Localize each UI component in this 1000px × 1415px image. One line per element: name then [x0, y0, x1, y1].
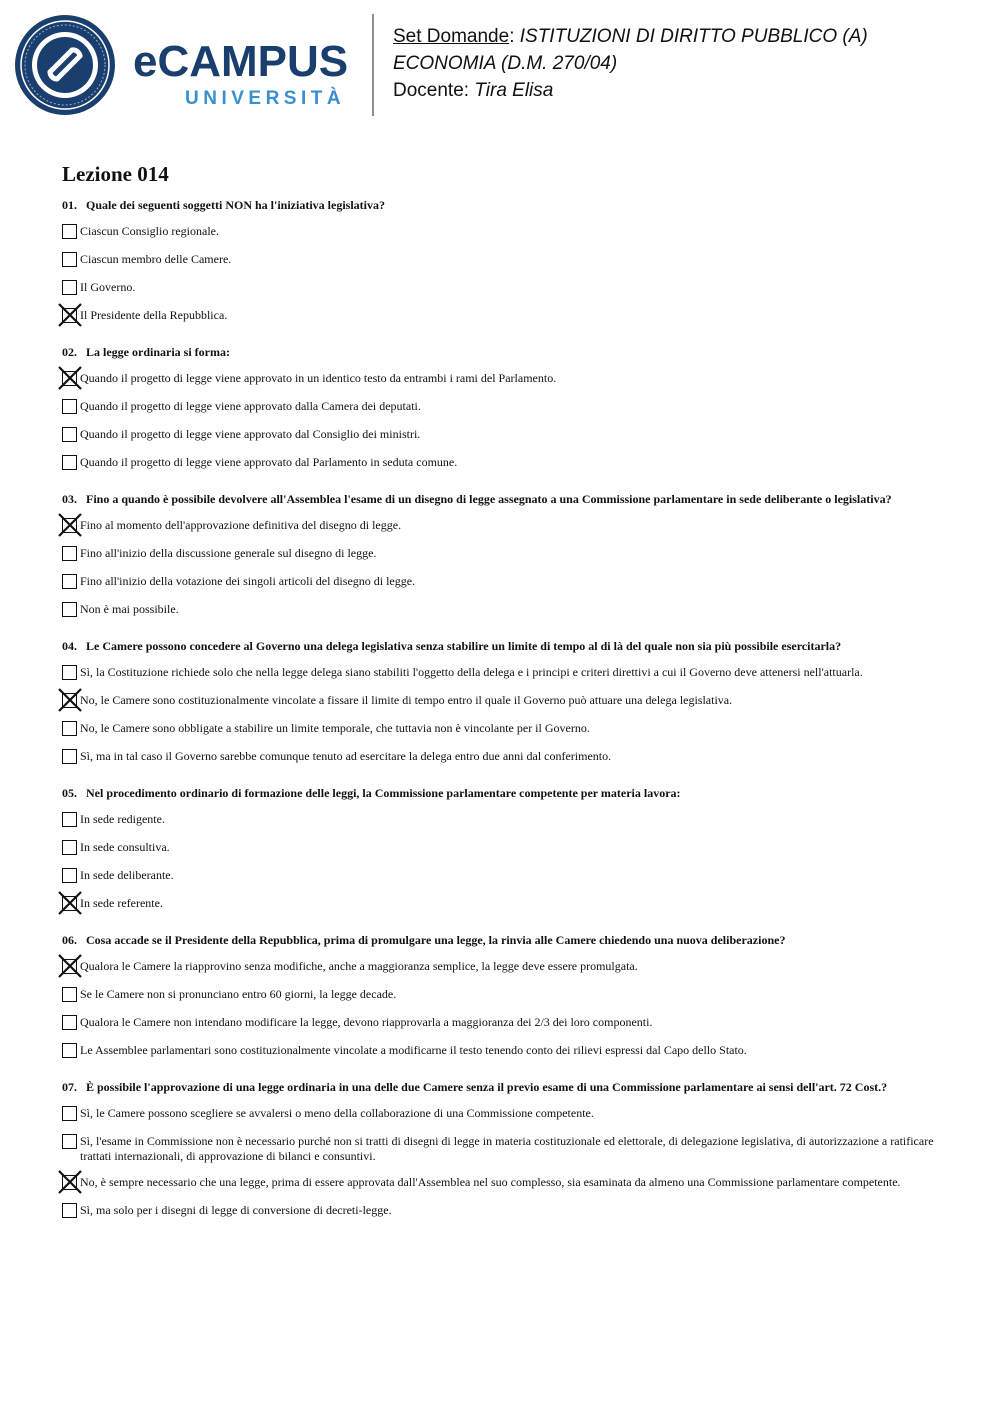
answer-option-text: Quando il progetto di legge viene approvato in un identico testo da entrambi i rami del Parlamento. [80, 371, 557, 385]
question-title [62, 345, 962, 360]
checkbox[interactable] [62, 868, 77, 883]
page-header [0, 0, 1000, 130]
checkbox[interactable] [62, 812, 77, 827]
teacher-value: Tira Elisa [474, 80, 554, 101]
checkbox[interactable] [62, 455, 77, 470]
question-block [62, 639, 962, 766]
cross-mark-icon [57, 687, 83, 713]
lesson-title: Lezione 014 [62, 162, 169, 186]
answer-option[interactable] [62, 665, 962, 682]
checkbox[interactable] [62, 840, 77, 855]
answer-option[interactable] [62, 399, 962, 416]
answer-option[interactable] [62, 812, 962, 829]
checkbox[interactable] [62, 1134, 77, 1149]
answer-option-text: In sede consultiva. [80, 840, 170, 854]
answer-option-text: Se le Camere non si pronunciano entro 60 giorni, la legge decade. [80, 987, 397, 1001]
question-text: È possibile l'approvazione di una legge ordinaria in una delle due Camere senza il previo esame di una Commissione parlamentare ai sensi dell'art. 72 Cost.? [86, 1080, 888, 1094]
question-number: 06. [62, 933, 77, 947]
header-divider [372, 14, 374, 116]
cross-mark-icon [57, 1169, 83, 1195]
answer-option[interactable] [62, 840, 962, 857]
answer-option[interactable] [62, 574, 962, 591]
answer-option[interactable] [62, 371, 962, 388]
answer-option-text: No, le Camere sono obbligate a stabilire un limite temporale, che tuttavia non è vincolante per il Governo. [80, 721, 590, 735]
answer-option-text: Quando il progetto di legge viene approvato dal Consiglio dei ministri. [80, 427, 421, 441]
question-text: Nel procedimento ordinario di formazione delle leggi, la Commissione parlamentare competente per materia lavora: [86, 786, 681, 800]
question-block [62, 1080, 962, 1220]
answer-option[interactable] [62, 1015, 962, 1032]
answer-option[interactable] [62, 749, 962, 766]
cross-mark-icon [57, 512, 83, 538]
answer-option[interactable] [62, 693, 962, 710]
set-value-line2: ECONOMIA (D.M. 270/04) [393, 53, 618, 74]
answer-option-text: No, è sempre necessario che una legge, prima di essere approvata dall'Assemblea nel suo complesso, sia esaminata da almeno una Commissione parlamentare competente. [80, 1175, 901, 1189]
question-number: 07. [62, 1080, 77, 1094]
answer-option[interactable] [62, 546, 962, 563]
teacher-label: Docente: [393, 80, 470, 101]
question-text: Quale dei seguenti soggetti NON ha l'iniziativa legislativa? [86, 198, 385, 212]
answer-option[interactable] [62, 602, 962, 619]
answer-option-text: In sede deliberante. [80, 868, 174, 882]
answer-option-text: Fino all'inizio della votazione dei singoli articoli del disegno di legge. [80, 574, 416, 588]
question-title [62, 198, 962, 213]
question-text: Le Camere possono concedere al Governo una delega legislativa senza stabilire un limite di tempo al di là del quale non sia più possibile esercitarla? [86, 639, 842, 653]
question-title [62, 933, 962, 948]
checkbox[interactable] [62, 602, 77, 617]
question-number: 05. [62, 786, 77, 800]
answer-option[interactable] [62, 280, 962, 297]
answer-option-text: Qualora le Camere la riapprovino senza modifiche, anche a maggioranza semplice, la legge deve essere promulgata. [80, 959, 638, 973]
cross-mark-icon [57, 365, 83, 391]
answer-option-text: Quando il progetto di legge viene approvato dalla Camera dei deputati. [80, 399, 421, 413]
answer-option-text: Le Assemblee parlamentari sono costituzionalmente vincolate a modificarne il testo tenendo conto dei rilievi espressi dal Capo dello Stato. [80, 1043, 747, 1057]
answer-option-text: Sì, l'esame in Commissione non è necessario purché non si tratti di disegni di legge in materia costituzionale ed elettorale, di delegazione legislativa, di autorizzazione a ratificare trattati internazionali, di approvazione di bilanci e consuntivi. [80, 1134, 934, 1163]
checkbox[interactable] [62, 1106, 77, 1121]
answer-option-text: Quando il progetto di legge viene approvato dal Parlamento in seduta comune. [80, 455, 458, 469]
question-block [62, 345, 962, 472]
answer-option-text: Ciascun Consiglio regionale. [80, 224, 219, 238]
checkbox[interactable] [62, 427, 77, 442]
question-text: La legge ordinaria si forma: [86, 345, 230, 359]
answer-option-text: Il Governo. [80, 280, 136, 294]
answer-option-text: Sì, la Costituzione richiede solo che nella legge delega siano stabiliti l'oggetto della delega e i principi e criteri direttivi a cui il Governo deve attenersi nell'attuarla. [80, 665, 863, 679]
answer-option-text: Sì, ma solo per i disegni di legge di conversione di decreti-legge. [80, 1203, 392, 1217]
answer-option-text: Qualora le Camere non intendano modificare la legge, devono riapprovarla a maggioranza dei 2/3 dei loro componenti. [80, 1015, 653, 1029]
question-text: Cosa accade se il Presidente della Repubblica, prima di promulgare una legge, la rinvia alle Camere chiedendo una nuova deliberazione? [86, 933, 786, 947]
universita-wordmark: UNIVERSITÀ [185, 88, 346, 109]
question-number: 01. [62, 198, 77, 212]
question-number: 02. [62, 345, 77, 359]
answer-option[interactable] [62, 224, 962, 241]
checkbox[interactable] [62, 546, 77, 561]
answer-option-text: Ciascun membro delle Camere. [80, 252, 232, 266]
checkbox[interactable] [62, 665, 77, 680]
cross-mark-icon [57, 953, 83, 979]
question-text: Fino a quando è possibile devolvere all'Assemblea l'esame di un disegno di legge assegnato a una Commissione parlamentare in sede deliberante o legislativa? [86, 492, 892, 506]
cross-mark-icon [57, 890, 83, 916]
question-number: 03. [62, 492, 77, 506]
checkbox[interactable] [62, 574, 77, 589]
question-set [62, 160, 962, 1240]
checkbox[interactable] [62, 1015, 77, 1030]
answer-option[interactable] [62, 455, 962, 472]
answer-option[interactable] [62, 1203, 962, 1220]
question-block [62, 933, 962, 1060]
ecampus-wordmark: eCAMPUS [133, 37, 349, 86]
teacher-line [393, 77, 993, 104]
answer-option[interactable] [62, 1106, 962, 1123]
question-block [62, 786, 962, 913]
answer-option-text: No, le Camere sono costituzionalmente vincolate a fissare il limite di tempo entro il quale il Governo può attuare una delega legislativa. [80, 693, 733, 707]
checkbox[interactable] [62, 1043, 77, 1058]
answer-option-text: Sì, ma in tal caso il Governo sarebbe comunque tenuto ad esercitare la delega entro due anni dal conferimento. [80, 749, 612, 763]
checkbox[interactable] [62, 399, 77, 414]
checkbox[interactable] [62, 1203, 77, 1218]
question-title [62, 639, 962, 654]
header-info [393, 23, 993, 104]
checkbox[interactable] [62, 280, 77, 295]
answer-option-text: In sede referente. [80, 896, 163, 910]
set-separator: : [509, 26, 515, 47]
checkbox[interactable] [62, 252, 77, 267]
answer-option[interactable] [62, 987, 962, 1004]
question-title [62, 492, 962, 507]
answer-option[interactable] [62, 868, 962, 885]
question-number: 04. [62, 639, 77, 653]
answer-option-text: In sede redigente. [80, 812, 165, 826]
checkbox[interactable] [62, 987, 77, 1002]
answer-option[interactable] [62, 896, 962, 913]
answer-option[interactable] [62, 959, 962, 976]
answer-option-text: Sì, le Camere possono scegliere se avvalersi o meno della collaborazione di una Commissione competente. [80, 1106, 594, 1120]
answer-option[interactable] [62, 308, 962, 325]
set-label: Set Domande [393, 26, 510, 47]
question-title [62, 786, 962, 801]
question-block [62, 492, 962, 619]
checkbox[interactable] [62, 749, 77, 764]
answer-option-text: Il Presidente della Repubblica. [80, 308, 228, 322]
answer-option-text: Fino all'inizio della discussione generale sul disegno di legge. [80, 546, 377, 560]
checkbox[interactable] [62, 224, 77, 239]
answer-option-text: Non è mai possibile. [80, 602, 179, 616]
answer-option[interactable] [62, 252, 962, 269]
answer-option-text: Fino al momento dell'approvazione definitiva del disegno di legge. [80, 518, 402, 532]
question-block [62, 198, 962, 325]
answer-option[interactable] [62, 518, 962, 535]
answer-option[interactable] [62, 721, 962, 738]
ecampus-seal-logo [14, 14, 116, 116]
set-line [393, 23, 993, 50]
answer-option[interactable] [62, 1134, 962, 1164]
checkbox[interactable] [62, 721, 77, 736]
answer-option[interactable] [62, 1043, 962, 1060]
question-title [62, 1080, 962, 1095]
set-value: ISTITUZIONI DI DIRITTO PUBBLICO (A) [519, 26, 868, 47]
question-list [62, 198, 962, 1220]
answer-option[interactable] [62, 1175, 962, 1192]
answer-option[interactable] [62, 427, 962, 444]
cross-mark-icon [57, 302, 83, 328]
